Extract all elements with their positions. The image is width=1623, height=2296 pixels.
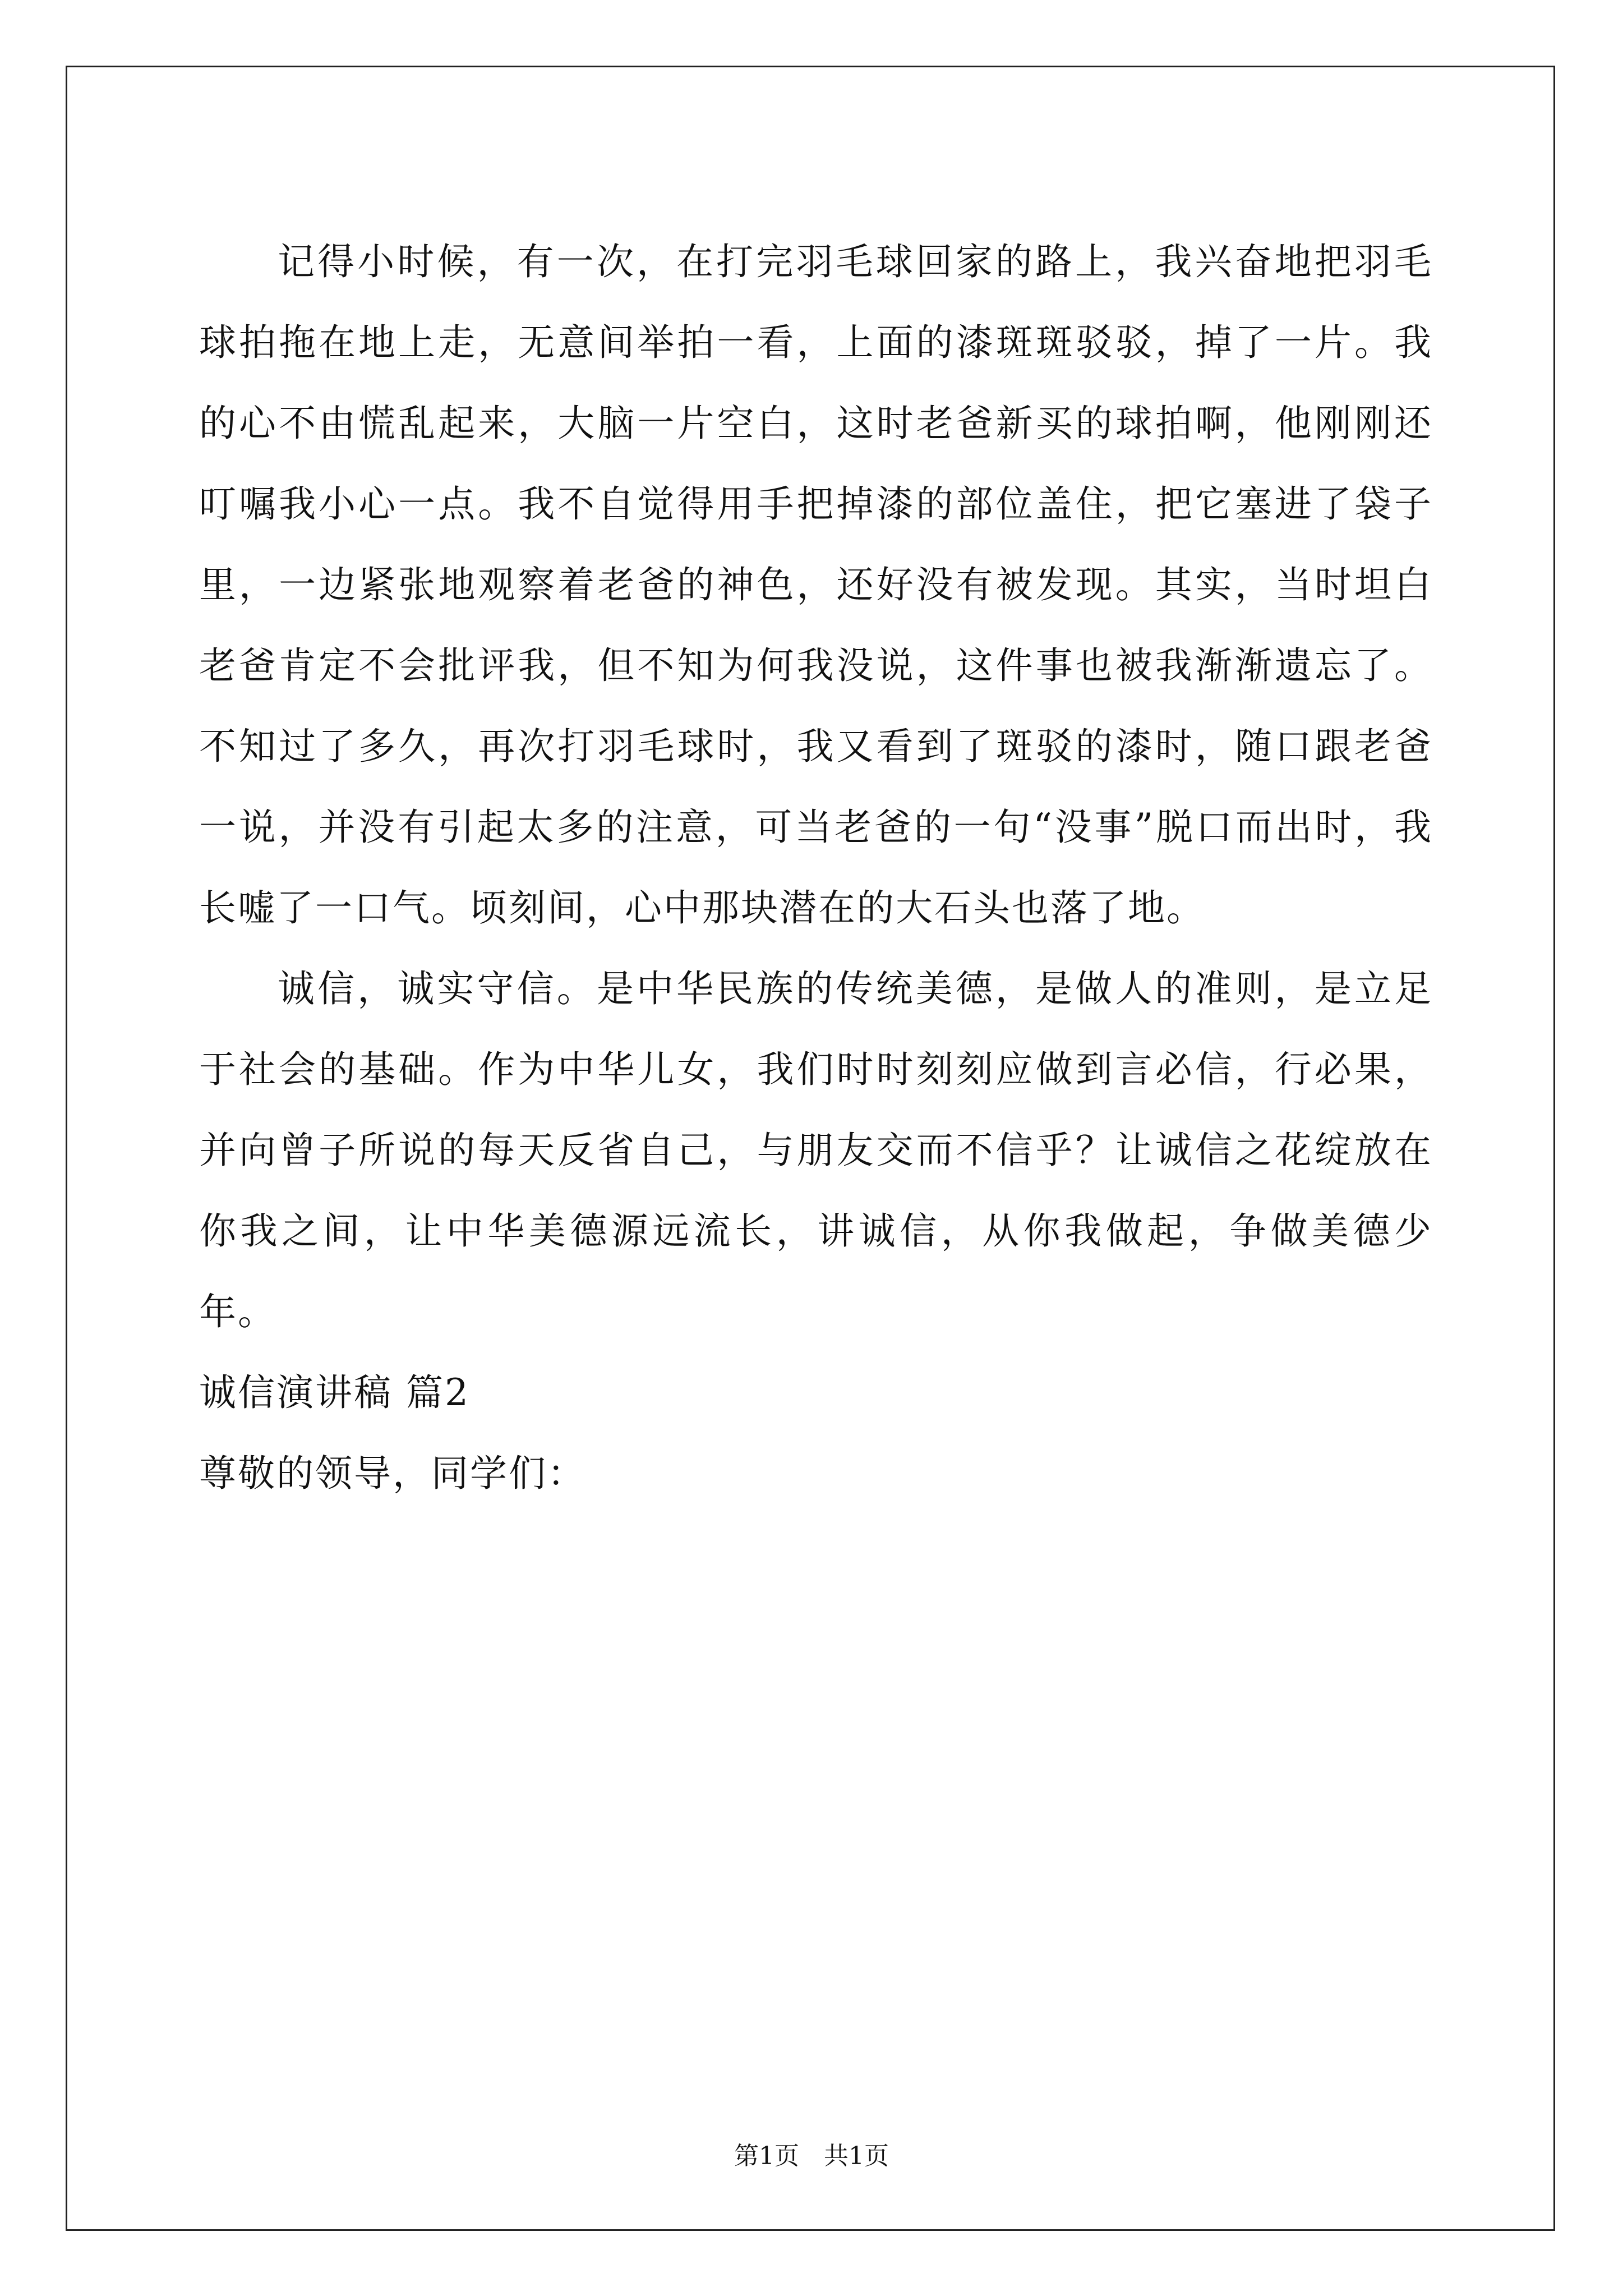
page-footer xyxy=(0,2139,1623,2173)
page-total: 共1页 xyxy=(824,2142,889,2170)
body-paragraph-2: 诚信，诚实守信。是中华民族的传统美德，是做人的准则，是立足于社会的基础。作为中华儿女，我们时时刻刻应做到言必信，行必果，并向曾子所说的每天反省自己，与朋友交而不信乎？让诚信之花绽放在你我之间，让中华美德源远流长，讲诚信，从你我做起，争做美德少年。 xyxy=(199,967,1433,1333)
section-heading: 诚信演讲稿 篇2 xyxy=(199,1371,470,1414)
page-number: 第1页 xyxy=(734,2142,799,2170)
body-paragraph-1: 记得小时候，有一次，在打完羽毛球回家的路上，我兴奋地把羽毛球拍拖在地上走，无意间举拍一看，上面的漆斑斑驳驳，掉了一片。我的心不由慌乱起来，大脑一片空白，这时老爸新买的球拍啊，他刚刚还叮嘱我小心一点。我不自觉得用手把掉漆的部位盖住，把它塞进了袋子里，一边紧张地观察着老爸的神色，还好没有被发现。其实，当时坦白老爸肯定不会批评我，但不知为何我没说，这件事也被我渐渐遗忘了。不知过了多久，再次打羽毛球时，我又看到了斑驳的漆时，随口跟老爸一说，并没有引起太多的注意，可当老爸的一句“没事”脱口而出时，我长嘘了一口气。顷刻间，心中那块潜在的大石头也落了地。 xyxy=(199,240,1433,930)
salutation: 尊敬的领导，同学们： xyxy=(199,1452,586,1495)
document-body xyxy=(199,222,1433,1514)
